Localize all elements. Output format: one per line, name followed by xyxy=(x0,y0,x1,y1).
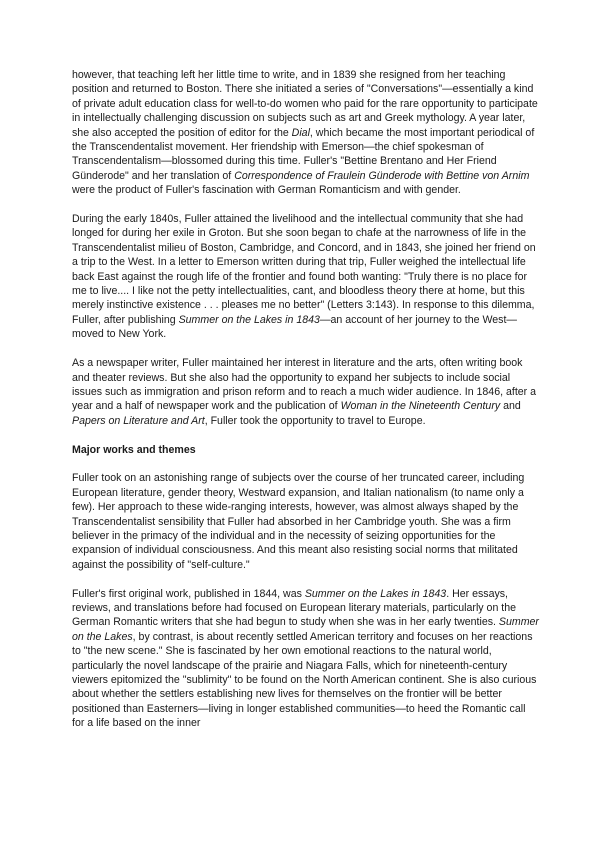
paragraph-1-italic-correspondence: Correspondence of Fraulein Günderode with Bettine von Arnim xyxy=(234,169,530,182)
paragraph-5-italic-summer-full: Summer on the Lakes in 1843 xyxy=(304,587,447,600)
paragraph-5-italic-summer-short: Summer on the Lakes xyxy=(72,616,539,643)
section-heading: Major works and themes xyxy=(72,443,196,456)
paragraph-5 xyxy=(72,587,540,731)
paragraph-1-text-a: however, that teaching left her little time to write, and in 1839 she resigned from her teaching position and returned to Boston. There she initiated a series of "Conversations"—essentially a kind of private adult education class for well-to-do women who paid for the rare opportunity to participate in intellectually challenging discussion on subjects such as art and Greek mythology. A year later, she also accepted the position of editor for the xyxy=(72,69,538,139)
paragraph-5-text-c: . Her essays, reviews, and translations before had focused on European literary materials, particularly on the German Romantic writers that she had begun to study when she was in her early twenties. xyxy=(72,587,517,629)
paragraph-4 xyxy=(72,471,540,572)
paragraph-2-text-a: During the early 1840s, Fuller attained the livelihood and the intellectual community that she had longed for during her exile in Groton. But she soon began to chafe at the narrowness of life in the Transcendentalist milieu of Boston, Cambridge, and Concord, and in 1843, she joined her friend on a trip to the West. In a letter to Emerson written during that trip, Fuller weighed the intellectual life back East against the rough life of the frontier and found both wanting: "Truly there is no place for me to live.... I like not the petty intellectualities, cant, and bloodless theory there at home, but this merely instinctive existence . . . pleases me no better" (Letters 3:143). In response to this dilemma, Fuller, after publishing xyxy=(72,213,536,326)
paragraph-1-text-e: were the product of Fuller's fascination with German Romanticism and with gender. xyxy=(72,184,461,197)
paragraph-5-text-a: Fuller's first original work, published in 1844, was xyxy=(72,587,305,600)
paragraph-1-text-c: , which became the most important periodical of the Transcendentalist movement. Her friendship with Emerson—the chief spokesman of Transcendentalism—blossomed during this time. Fuller's "Bettine Brentano and Her Friend Günderode" and her translation of xyxy=(72,126,535,182)
paragraph-2-text-c: —an account of her journey to the West—moved to New York. xyxy=(72,313,518,341)
paragraph-4-text-a: Fuller took on an astonishing range of subjects over the course of her truncated career, including European literature, gender theory, Westward expansion, and Italian nationalism (to name only a few). Her approach to these wide-ranging interests, however, was almost always shaped by the Transcendentalist sensibility that Fuller had absorbed in her Cambridge youth. She was a firm believer in the primacy of the individual and in the necessity of seizing opportunities for the expansion of individual consciousness. And this meant also resisting social norms that militated against the possibility of "self-culture." xyxy=(72,472,525,571)
paragraph-3-italic-papers: Papers on Literature and Art xyxy=(72,414,205,427)
paragraph-5-text-e: , by contrast, is about recently settled American territory and focuses on her reactions to "the new scene." She is fascinated by her own emotional reactions to the natural world, particularly the novel landscape of the prairie and Niagara Falls, which for nineteenth-century viewers epitomized the "sublimity" to be found on the North American continent. She is also curious about whether the settlers establishing new lives for themselves on the frontier will be better positioned than Easterners—living in longer established communities—to heed the Romantic call for a life based on the inner xyxy=(72,630,537,730)
paragraph-3 xyxy=(72,356,540,428)
paragraph-1-italic-dial: Dial xyxy=(291,126,310,139)
paragraph-2-italic-summer: Summer on the Lakes in 1843 xyxy=(178,313,320,326)
paragraph-3-text-a: As a newspaper writer, Fuller maintained her interest in literature and the arts, often writing book and theater reviews. But she also had the opportunity to expand her subjects to include social issues such as immigration and prison reform and to reach a much wider audience. In 1846, after a year and a half of newspaper work and the publication of xyxy=(72,357,537,413)
paragraph-3-italic-woman: Woman in the Nineteenth Century xyxy=(340,400,501,413)
paragraph-3-text-e: , Fuller took the opportunity to travel to Europe. xyxy=(204,414,426,427)
paragraph-1 xyxy=(72,68,540,198)
paragraph-3-text-c: and xyxy=(500,400,521,413)
paragraph-2 xyxy=(72,212,540,342)
